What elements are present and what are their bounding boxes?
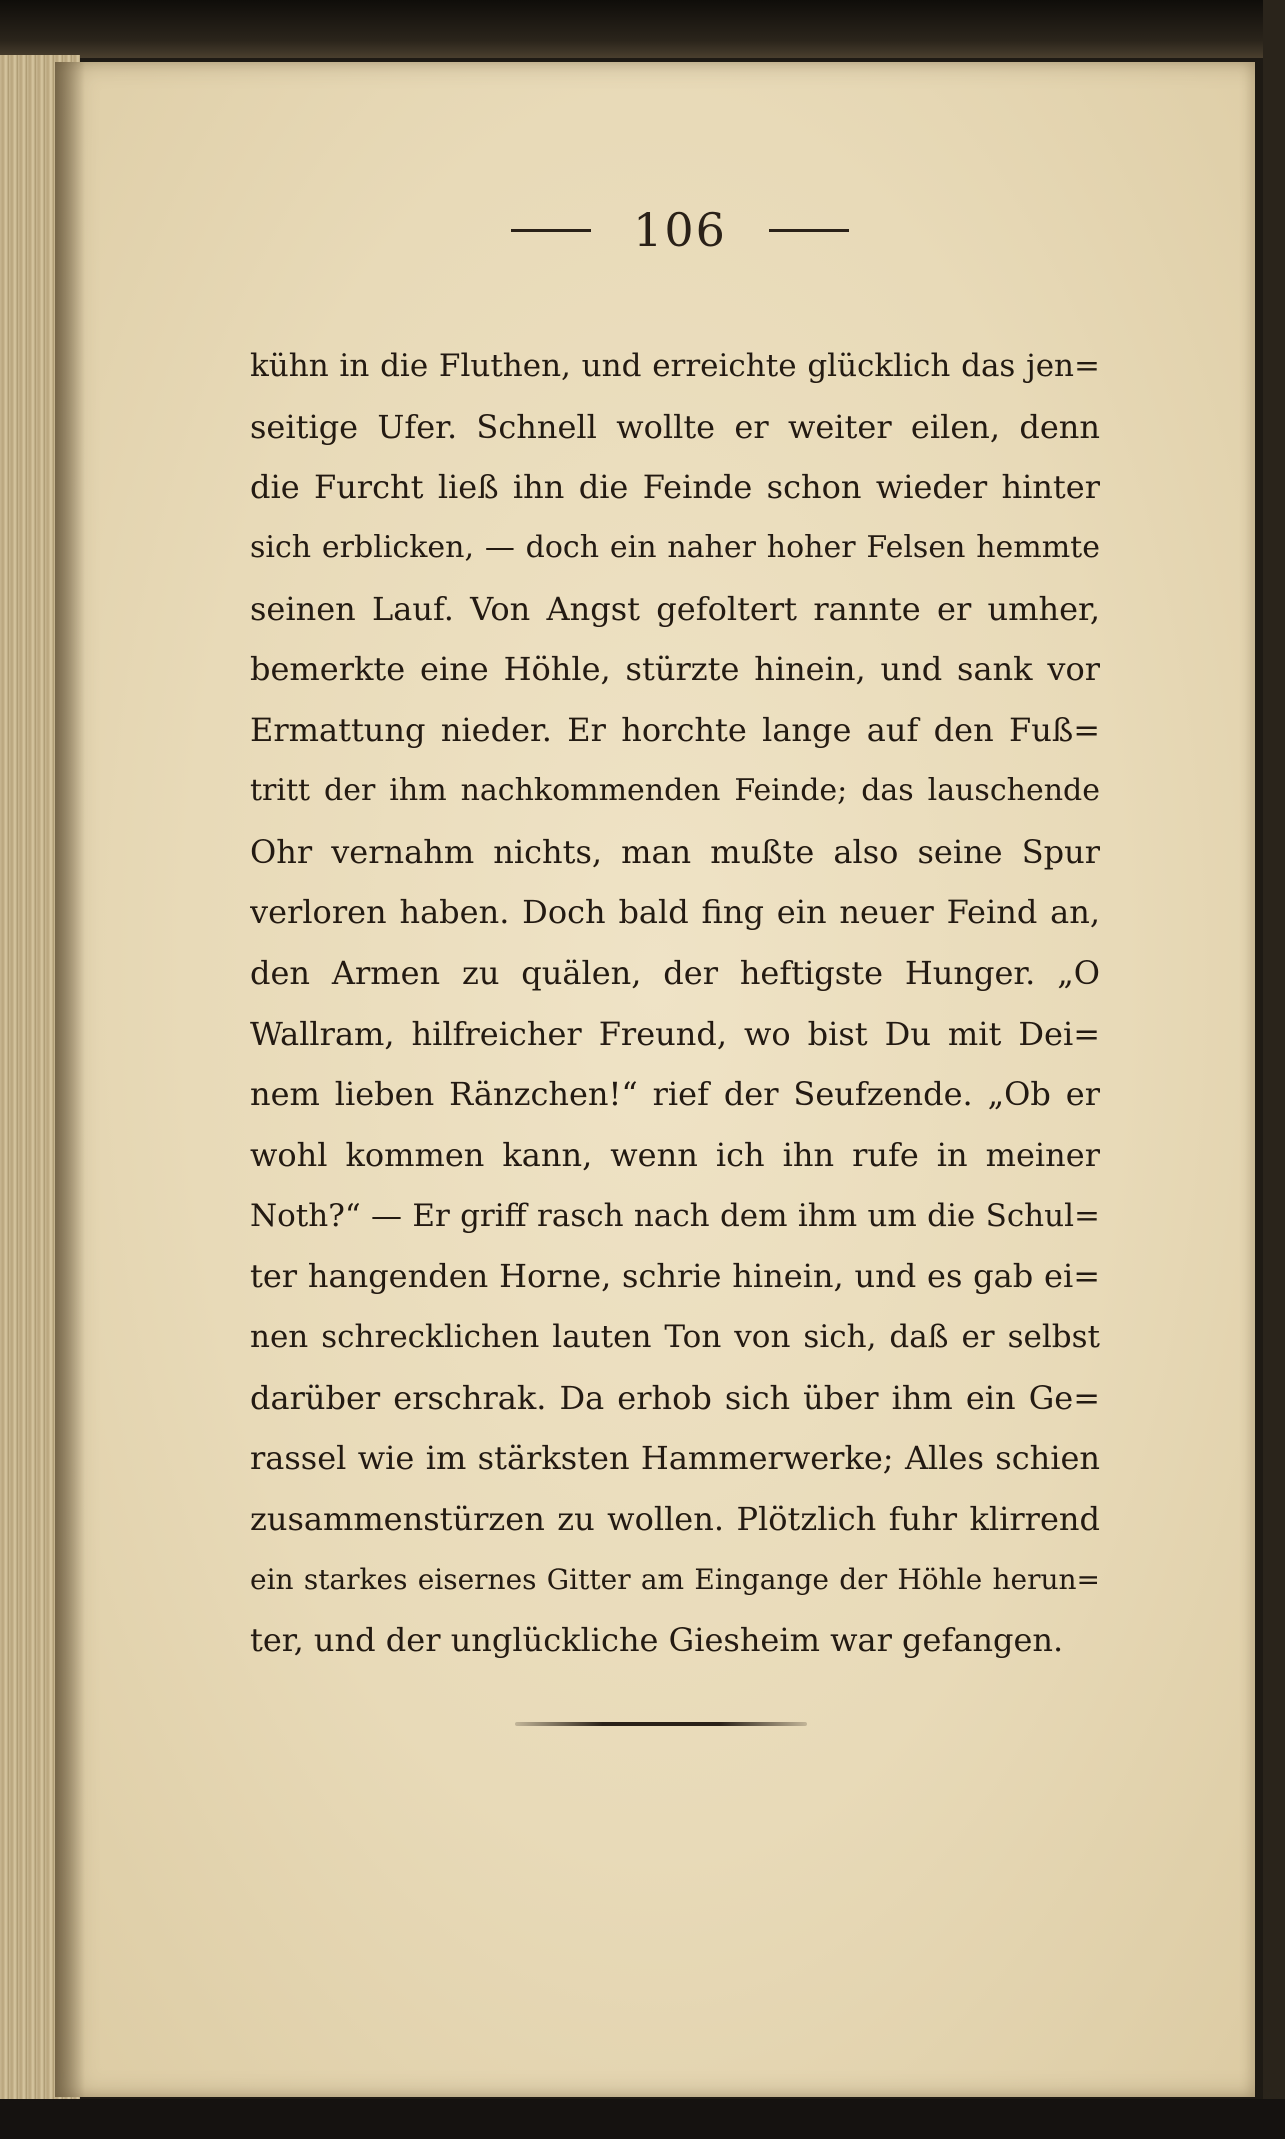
text-line: die Furcht ließ ihn die Feinde schon wieder hinter: [250, 468, 1100, 507]
spine-shadow: [55, 62, 85, 2097]
text-line: sich erblicken, — doch ein naher hoher Felsen hemmte: [250, 530, 1100, 566]
body-text: [250, 336, 1100, 1671]
text-line: ter, und der unglückliche Giesheim war gefangen.: [250, 1621, 1064, 1660]
text-line: seinen Lauf. Von Angst gefoltert rannte er umher,: [250, 589, 1100, 628]
book-top-edge: [0, 0, 1285, 58]
text-line: seitige Ufer. Schnell wollte er weiter eilen, denn: [250, 407, 1100, 446]
text-line: kühn in die Fluthen, und erreichte glücklich das jen=: [250, 348, 1100, 384]
text-line: Wallram, hilfreicher Freund, wo bist Du mit Dei=: [250, 1014, 1100, 1053]
page-header: [440, 190, 920, 270]
text-line: nem lieben Ränzchen!“ rief der Seufzende. „Ob er: [250, 1075, 1100, 1114]
page-number: 106: [633, 203, 727, 257]
text-line: darüber erschrak. Da erhob sich über ihm ein Ge=: [250, 1378, 1100, 1417]
text-line: verloren haben. Doch bald fing ein neuer Feind an,: [250, 893, 1100, 932]
header-dash-left: [511, 229, 591, 232]
text-line: bemerkte eine Höhle, stürzte hinein, und sank vor: [250, 650, 1100, 689]
text-line: tritt der ihm nachkommenden Feinde; das lauschende: [250, 772, 1100, 808]
text-line: ter hangenden Horne, schrie hinein, und es gab ei=: [250, 1257, 1100, 1296]
text-line: Ermattung nieder. Er horchte lange auf den Fuß=: [250, 711, 1100, 750]
book-right-edge: [1263, 0, 1285, 2139]
text-line: ein starkes eisernes Gitter am Eingange der Höhle herun=: [250, 1562, 1100, 1596]
book-bottom-edge: [0, 2099, 1285, 2139]
header-dash-right: [769, 229, 849, 232]
text-line: Ohr vernahm nichts, man mußte also seine Spur: [250, 832, 1100, 871]
text-line: nen schrecklichen lauten Ton von sich, daß er selbst: [250, 1319, 1100, 1355]
text-line: zusammenstürzen zu wollen. Plötzlich fuhr klirrend: [250, 1500, 1100, 1539]
chapter-end-rule: [515, 1722, 807, 1726]
text-line: den Armen zu quälen, der heftigste Hunger. „O: [250, 953, 1100, 992]
text-line: Noth?“ — Er griff rasch nach dem ihm um die Schul=: [250, 1197, 1100, 1234]
text-line: wohl kommen kann, wenn ich ihn rufe in meiner: [250, 1135, 1100, 1174]
text-line: rassel wie im stärksten Hammerwerke; Alles schien: [250, 1439, 1100, 1478]
